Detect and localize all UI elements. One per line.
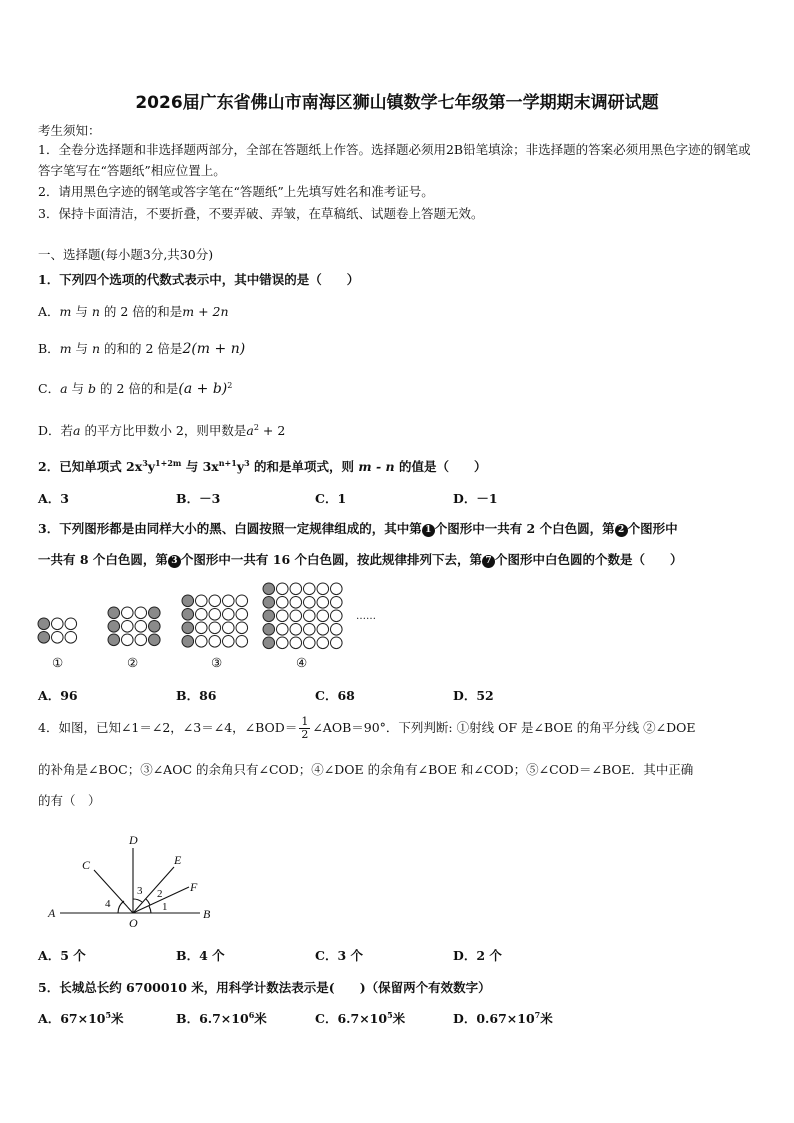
grey-circle: [108, 621, 120, 633]
grey-circle: [263, 583, 275, 595]
q4-stem-line2: 的补角是∠BOC；③∠AOC 的余角只有∠COD；④∠DOE 的余角有∠BOE 和∠COD；⑤∠COD＝∠BOE．其中正确: [38, 762, 694, 777]
white-circle: [317, 610, 329, 622]
white-circle: [223, 609, 235, 621]
white-circle: [290, 583, 302, 595]
white-circle: [331, 610, 343, 622]
label-e: E: [174, 853, 182, 867]
figure-label-3: ③: [211, 655, 223, 670]
white-circle: [196, 609, 208, 621]
white-circle: [209, 622, 221, 634]
q4-option-a[interactable]: A．5 个: [38, 948, 86, 963]
ellipsis: ……: [356, 611, 376, 622]
white-circle: [236, 609, 248, 621]
grey-circle: [149, 634, 161, 646]
white-circle: [277, 624, 289, 636]
white-circle: [122, 634, 134, 646]
grey-circle: [263, 624, 275, 636]
white-circle: [236, 595, 248, 607]
white-circle: [223, 595, 235, 607]
q1-option-c: C．a 与 b 的 2 倍的和是$(a + b)^2$: [38, 380, 233, 397]
white-circle: [304, 624, 316, 636]
white-circle: [317, 583, 329, 595]
q5-option-a[interactable]: A．$67\times 10^5$米: [38, 1009, 124, 1026]
label-f: F: [190, 880, 198, 894]
white-circle: [290, 610, 302, 622]
grey-circle: [182, 636, 194, 648]
grey-circle: [182, 609, 194, 621]
white-circle: [290, 597, 302, 609]
label-o: O: [129, 916, 138, 930]
angle-label-1: 1: [162, 901, 168, 913]
white-circle: [196, 595, 208, 607]
figure-label-2: ②: [127, 655, 139, 670]
white-circle: [135, 621, 147, 633]
white-circle: [331, 637, 343, 649]
white-circle: [135, 634, 147, 646]
angle-label-4: 4: [105, 898, 111, 910]
notice-heading: 考生须知：: [38, 123, 101, 138]
angle-label-3: 3: [137, 885, 143, 897]
white-circle: [236, 636, 248, 648]
white-circle: [290, 637, 302, 649]
figure-label-1: ①: [52, 655, 64, 670]
grey-circle: [263, 637, 275, 649]
q3-stem-line2: 一共有 8 个白色圆，第 3 个图形中一共有 16 个白色圆，按此规律排列下去，第 7 个图形中白色圆的个数是（ ）: [38, 552, 683, 567]
white-circle: [304, 610, 316, 622]
grey-circle: [182, 595, 194, 607]
white-circle: [304, 597, 316, 609]
q2-option-a[interactable]: A．3: [38, 491, 69, 506]
section-heading: 一、选择题(每小题3分,共30分): [38, 247, 214, 262]
q5-option-d[interactable]: D．$0.67\times 10^7$米: [453, 1009, 553, 1026]
white-circle: [135, 607, 147, 619]
circle-pattern-figure: [30, 575, 390, 675]
label-b: B: [203, 907, 211, 921]
white-circle: [277, 597, 289, 609]
q1-stem: 1．下列四个选项的代数式表示中，其中错误的是（ ）: [38, 272, 360, 287]
q1-option-d: D．若a 的平方比甲数小 2，则甲数是$a^2 + 2$: [38, 422, 286, 438]
white-circle: [209, 609, 221, 621]
q4-option-c[interactable]: C．3 个: [315, 948, 363, 963]
white-circle: [331, 583, 343, 595]
angle-figure: [38, 830, 228, 935]
grey-circle: [38, 632, 50, 644]
figure-label-4: ④: [296, 655, 308, 670]
ray-oc: [94, 870, 133, 913]
q4-option-b[interactable]: B．4 个: [176, 948, 225, 963]
white-circle: [304, 583, 316, 595]
white-circle: [52, 618, 64, 630]
q3-option-d[interactable]: D．52: [453, 688, 494, 703]
fraction: $\frac{1}{2}$: [301, 715, 309, 741]
white-circle: [331, 624, 343, 636]
notice-item-2: 2．请用黑色字迹的钢笔或答字笔在“答题纸”上先填写姓名和准考证号。: [38, 184, 434, 199]
q5-option-b[interactable]: B．$6.7\times 10^6$米: [176, 1009, 267, 1026]
q1-option-a: A．m 与 n 的 2 倍的和是m + 2n: [38, 304, 229, 319]
white-circle: [223, 622, 235, 634]
white-circle: [65, 618, 77, 630]
white-circle: [277, 637, 289, 649]
grey-circle: [149, 621, 161, 633]
q4-stem-line3: 的有（ ）: [38, 793, 101, 808]
white-circle: [52, 632, 64, 644]
notice-item-3: 3．保持卡面清洁，不要折叠，不要弄破、弄皱，在草稿纸、试题卷上答题无效。: [38, 206, 484, 221]
white-circle: [196, 636, 208, 648]
white-circle: [209, 636, 221, 648]
label-a: A: [48, 906, 56, 920]
white-circle: [65, 632, 77, 644]
q5-stem: 5．长城总长约 6700010 米，用科学计数法表示是( )（保留两个有效数字）: [38, 980, 491, 995]
white-circle: [277, 583, 289, 595]
q4-option-d[interactable]: D．2 个: [453, 948, 502, 963]
q4-stem-line1: 4．如图，已知∠1＝∠2，∠3＝∠4，∠BOD＝ $\frac{1}{2}$ ∠AOB＝90°．下列判断: ①射线 OF 是∠BOE 的角平分线 ②∠DOE: [38, 715, 696, 741]
grey-circle: [182, 622, 194, 634]
white-circle: [277, 610, 289, 622]
q3-stem-line1: 3．下列图形都是由同样大小的黑、白圆按照一定规律组成的，其中第 1 个图形中一共有 2 个白色圆，第 2 个图形中: [38, 521, 678, 536]
angle-label-2: 2: [157, 888, 163, 900]
arc-1: [149, 906, 151, 913]
q3-option-c[interactable]: C．68: [315, 688, 355, 703]
white-circle: [209, 595, 221, 607]
arc-3: [133, 899, 142, 902]
white-circle: [331, 597, 343, 609]
white-circle: [236, 622, 248, 634]
white-circle: [122, 621, 134, 633]
grey-circle: [38, 618, 50, 630]
white-circle: [196, 622, 208, 634]
grey-circle: [263, 610, 275, 622]
grey-circle: [108, 634, 120, 646]
q3-option-b[interactable]: B．86: [176, 688, 217, 703]
page-title: 2026届广东省佛山市南海区狮山镇数学七年级第一学期期末调研试题: [135, 93, 659, 113]
white-circle: [304, 637, 316, 649]
white-circle: [317, 637, 329, 649]
white-circle: [290, 624, 302, 636]
arc-2: [146, 899, 150, 905]
white-circle: [122, 607, 134, 619]
white-circle: [317, 624, 329, 636]
grey-circle: [108, 607, 120, 619]
q5-option-c[interactable]: C．$6.7\times 10^5$米: [315, 1009, 406, 1026]
q2-stem: 2．已知单项式 $2x^3y^{1+2m}$ 与 $3x^{n+1}y^3$ 的和是单项式，则 m - n 的值是（ ）: [38, 457, 487, 474]
q3-option-a[interactable]: A．96: [38, 688, 78, 703]
q2-option-c[interactable]: C．1: [315, 491, 347, 506]
grey-circle: [149, 607, 161, 619]
grey-circle: [263, 597, 275, 609]
white-circle: [223, 636, 235, 648]
white-circle: [317, 597, 329, 609]
label-d: D: [129, 833, 138, 847]
q2-option-b[interactable]: B．－3: [176, 491, 221, 506]
q1-option-b: B．m 与 n 的和的 2 倍是2(m + n): [38, 341, 246, 357]
q2-option-d[interactable]: D．－1: [453, 491, 498, 506]
label-c: C: [82, 858, 91, 872]
notice-item-1: 1．全卷分选择题和非选择题两部分，全部在答题纸上作答。选择题必须用2B铅笔填涂；非选择题的答案必须用黑色字迹的钢笔或答字笔写在“答题纸”相应位置上。: [38, 142, 751, 178]
